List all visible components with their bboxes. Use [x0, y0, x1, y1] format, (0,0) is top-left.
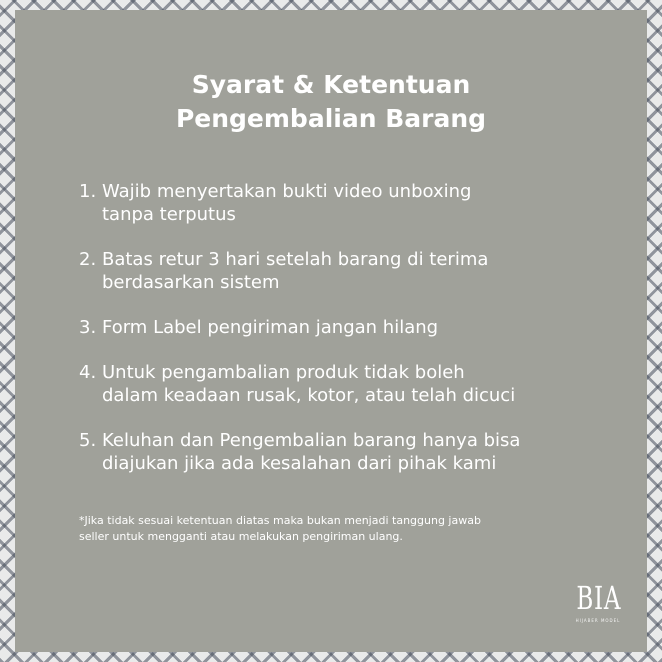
- rule-text-line-1: Batas retur 3 hari setelah barang di terima: [102, 249, 489, 270]
- rule-number: 1.: [79, 181, 97, 202]
- title-line-1: Syarat & Ketentuan: [191, 70, 471, 99]
- rule-number: 5.: [79, 430, 97, 451]
- content-panel: [15, 10, 647, 652]
- logo-subtitle: HIJABER MODEL: [575, 618, 621, 623]
- title-line-2: Pengembalian Barang: [175, 104, 487, 133]
- rule-text-line-2: diajukan jika ada kesalahan dari pihak kami: [102, 453, 497, 474]
- rule-text-line-1: Form Label pengiriman jangan hilang: [102, 317, 439, 338]
- rule-number: 2.: [79, 249, 97, 270]
- brand-logo: [568, 580, 628, 623]
- rule-item-5: [79, 429, 599, 475]
- rule-item-1: [79, 180, 599, 226]
- page-title: [15, 68, 647, 136]
- rule-text-line-2: dalam keadaan rusak, kotor, atau telah dicuci: [102, 385, 516, 406]
- rule-item-4: [79, 361, 599, 407]
- rule-text-line-1: Untuk pengambalian produk tidak boleh: [102, 362, 465, 383]
- footnote-line-2: seller untuk mengganti atau melakukan pengiriman ulang.: [79, 530, 403, 543]
- rule-text-line-2: tanpa terputus: [102, 204, 236, 225]
- rule-text-line-1: Wajib menyertakan bukti video unboxing: [102, 181, 472, 202]
- rule-item-3: [79, 316, 599, 339]
- rule-number: 3.: [79, 317, 97, 338]
- rule-text-line-1: Keluhan dan Pengembalian barang hanya bisa: [102, 430, 521, 451]
- logo-mark: BIA: [576, 579, 622, 617]
- rules-list: [79, 180, 599, 497]
- footnote-line-1: *Jika tidak sesuai ketentuan diatas maka bukan menjadi tanggung jawab: [79, 514, 481, 527]
- rule-item-2: [79, 248, 599, 294]
- rule-number: 4.: [79, 362, 97, 383]
- footnote: [79, 513, 599, 545]
- rule-text-line-2: berdasarkan sistem: [102, 272, 280, 293]
